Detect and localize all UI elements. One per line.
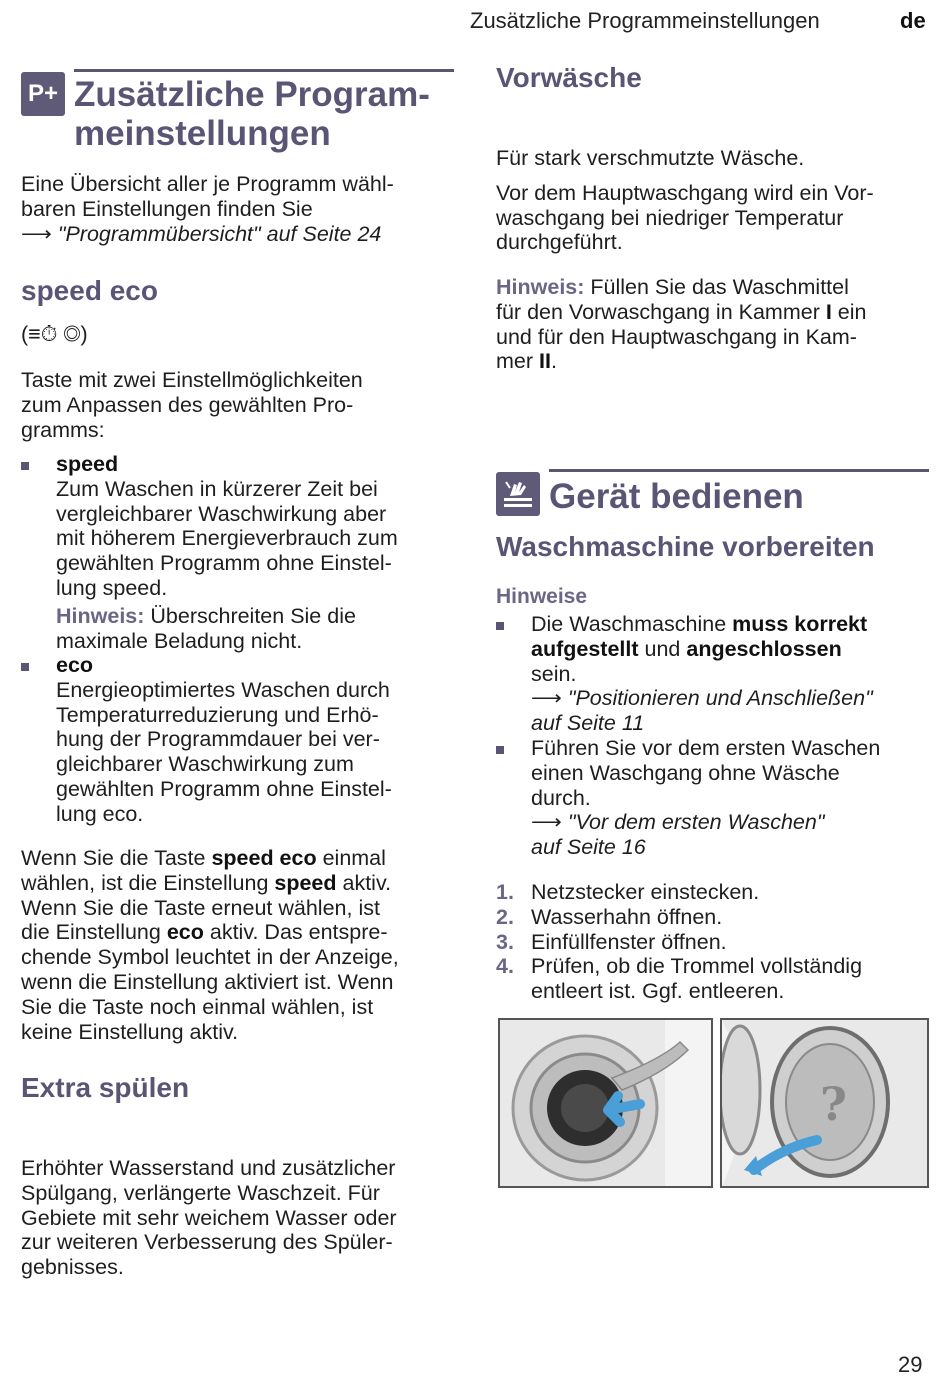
illustration-open-door (498, 1018, 713, 1188)
hinweise-label: Hinweise (496, 585, 588, 608)
hint-item-installation: Die Waschmaschine muss korrekt aufgestellt und angeschlossen sein. ⟶ "Positionieren und Anschließen" auf Seite 11 (531, 612, 873, 736)
bullet-marker (21, 663, 29, 671)
bullet-marker (496, 746, 504, 754)
page-number: 29 (898, 1352, 923, 1377)
cross-reference[interactable]: "Positionieren und Anschließen" (567, 686, 873, 711)
bullet-marker (496, 622, 504, 630)
speed-eco-symbols: (≡⏱ ◎) (21, 322, 88, 346)
extra-spuelen-heading: Extra spülen (21, 1072, 190, 1103)
waschmaschine-vorbereiten-heading: Waschmaschine vorbereiten (496, 531, 875, 562)
step-item: 4. Prüfen, ob die Trommel vollständig entleert ist. Ggf. entleeren. (496, 954, 863, 1004)
vorwaesche-hint: Hinweis: Füllen Sie das Waschmittel für den Vorwaschgang in Kammer I ein und für den Hauptwaschgang in Kam- mer II. (496, 275, 867, 374)
preparation-steps (496, 880, 936, 1010)
eco-option: eco Energieoptimiertes Waschen durch Temperaturreduzierung und Erhö- hung der Programmdauer bei ver- gleichbarer Waschwirkung zum gewählten Programm ohne Einstel- lung eco. (56, 653, 392, 826)
speed-option: speed Zum Waschen in kürzerer Zeit bei vergleichbarer Waschwirkung aber mit höherem Energieverbrauch zum gewählten Programm ohne Einstel- lung speed. Hinweis: Überschreiten Sie die maximale Beladung nicht. (56, 452, 398, 653)
vorwaesche-text: Für stark verschmutzte Wäsche. Vor dem Hauptwaschgang wird ein Vor- waschgang bei niedriger Temperatur durchgeführt. (496, 146, 874, 255)
cross-reference[interactable]: "Vor dem ersten Waschen" (567, 810, 825, 835)
extra-spuelen-text: Erhöhter Wasserstand und zusätzlicher Spülgang, verlängerte Waschzeit. Für Gebiete mit sehr weichem Wasser oder zur weiteren Verbesserung des Spüler- gebnisses. (21, 1156, 397, 1280)
illustration-check-drum (720, 1018, 929, 1188)
cross-reference[interactable]: "Programmübersicht" auf Seite 24 (57, 221, 382, 246)
language-code: de (900, 8, 926, 33)
geraet-bedienen-heading: Gerät bedienen (549, 477, 804, 516)
speed-eco-heading: speed eco (21, 275, 158, 306)
section-title-line1: Zusätzliche Program- (74, 75, 430, 114)
hint-item-first-wash: Führen Sie vor dem ersten Waschen einen Waschgang ohne Wäsche durch. ⟶ "Vor dem ersten Waschen" auf Seite 16 (531, 736, 881, 860)
section-rule (549, 469, 929, 472)
speed-eco-description: Taste mit zwei Einstellmöglichkeiten zum Anpassen des gewählten Pro- gramms: (21, 368, 363, 442)
intro-text: Eine Übersicht aller je Programm wähl- baren Einstellungen finden Sie ⟶ "Programmübersicht" auf Seite 24 (21, 172, 394, 246)
step-item: 2. Wasserhahn öffnen. (496, 904, 723, 929)
step-item: 3. Einfüllfenster öffnen. (496, 929, 727, 954)
bullet-marker (21, 462, 29, 470)
section-title-line2: meinstellungen (74, 114, 331, 153)
section-rule (74, 69, 454, 72)
vorwaesche-heading: Vorwäsche (496, 62, 642, 93)
speed-eco-usage-text: Wenn Sie die Taste speed eco einmal wählen, ist die Einstellung speed aktiv. Wenn Sie die Taste erneut wählen, ist die Einstellung eco aktiv. Das entspre- chende Symbol leuchtet in der Anzeige, wenn die Einstellung aktiviert ist. Wenn Sie die Taste noch einmal wählen, ist keine Einstellung aktiv. (21, 846, 399, 1044)
running-header-title: Zusätzliche Programmeinstellungen (470, 8, 820, 33)
question-mark-glyph: ? (820, 1077, 847, 1131)
step-item: 1. Netzstecker einstecken. (496, 880, 760, 904)
program-plus-icon: P+ (21, 72, 65, 116)
hand-operate-icon (496, 472, 540, 516)
